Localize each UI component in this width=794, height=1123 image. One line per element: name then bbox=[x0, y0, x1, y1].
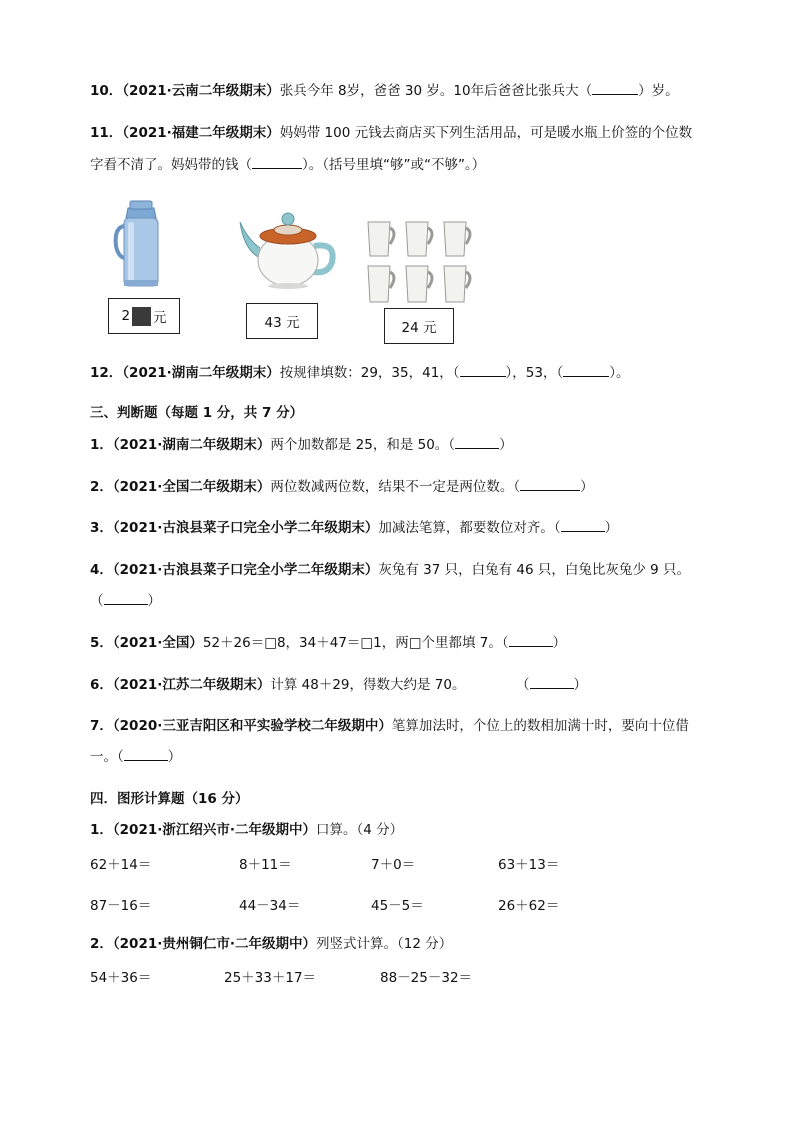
cups-price-tag bbox=[384, 308, 454, 344]
question-11-line1 bbox=[90, 124, 692, 142]
oral-calc-3: 7＋0＝ bbox=[371, 857, 416, 873]
q12-number: 12． bbox=[90, 365, 123, 381]
c2-number: 2． bbox=[90, 936, 113, 952]
oral-calc-7: 45－5＝ bbox=[371, 898, 424, 914]
teapot-price-tag bbox=[246, 303, 318, 339]
calc-1 bbox=[90, 821, 403, 839]
j3-blank[interactable] bbox=[561, 519, 605, 532]
q11-text-2b: ）。（括号里填“够”或“不够”。） bbox=[302, 157, 486, 173]
vertical-calc-2: 25＋33＋17＝ bbox=[224, 970, 317, 986]
j3-tail: ） bbox=[604, 520, 619, 536]
j6-tail: ） bbox=[573, 677, 587, 693]
j3-text: 加减法笔算，都要数位对齐。（ bbox=[378, 520, 561, 536]
oral-calc-8: 26＋62＝ bbox=[498, 898, 560, 914]
c1-number: 1． bbox=[90, 822, 113, 838]
j4-number: 4． bbox=[90, 562, 113, 578]
q10-source: （2021·云南二年级期末） bbox=[122, 83, 280, 99]
question-12 bbox=[90, 364, 629, 382]
j7-close: ） bbox=[167, 749, 182, 765]
c1-text: 口算。（4 分） bbox=[316, 822, 404, 838]
oral-calc-5: 87－16＝ bbox=[90, 898, 152, 914]
judge-6 bbox=[90, 676, 465, 694]
judge-3 bbox=[90, 519, 618, 537]
q12-blank-2[interactable] bbox=[563, 364, 609, 377]
vertical-calc-3: 88－25－32＝ bbox=[380, 970, 473, 986]
j6-source: （2021·江苏二年级期末） bbox=[112, 677, 271, 693]
j7-open: 一。（ bbox=[90, 749, 124, 765]
j3-number: 3． bbox=[90, 520, 113, 536]
q10-answer-blank[interactable] bbox=[592, 82, 638, 95]
j5-number: 5． bbox=[90, 635, 113, 651]
j2-text: 两位数减两位数，结果不一定是两位数。（ bbox=[270, 479, 521, 495]
q11-text-1: 妈妈带 100 元钱去商店买下列生活用品，可是暖水瓶上价签的个位数 bbox=[279, 125, 693, 141]
j2-tail: ） bbox=[580, 479, 594, 495]
calc-2 bbox=[90, 935, 452, 953]
q10-number: 10． bbox=[90, 83, 123, 99]
teapot-price: 43 元 bbox=[264, 315, 300, 331]
j1-number: 1． bbox=[90, 437, 113, 453]
thermos-price-tag bbox=[108, 298, 180, 334]
j6-number: 6． bbox=[90, 677, 113, 693]
cups-price: 24 元 bbox=[401, 320, 437, 336]
j7-source: （2020·三亚吉阳区和平实验学校二年级期中） bbox=[112, 718, 392, 734]
judge-5 bbox=[90, 634, 566, 652]
judge-1 bbox=[90, 436, 513, 454]
j5-blank[interactable] bbox=[509, 634, 553, 647]
j4-blank[interactable] bbox=[104, 592, 148, 605]
c2-source: （2021·贵州铜仁市·二年级期中） bbox=[112, 936, 316, 952]
q11-source: （2021·福建二年级期末） bbox=[122, 125, 280, 141]
question-10 bbox=[90, 82, 679, 100]
j1-blank[interactable] bbox=[455, 436, 499, 449]
judge-4-line1 bbox=[90, 561, 690, 579]
j2-number: 2． bbox=[90, 479, 113, 495]
q11-number: 11． bbox=[90, 125, 123, 141]
j6-blank[interactable] bbox=[530, 676, 574, 689]
j5-tail: ） bbox=[552, 635, 567, 651]
q11-answer-blank[interactable] bbox=[252, 156, 302, 169]
j3-source: （2021·古浪县菜子口完全小学二年级期末） bbox=[112, 520, 379, 536]
obscured-digit bbox=[132, 307, 151, 326]
j7-text: 笔算加法时，个位上的数相加满十时，要向十位借 bbox=[391, 718, 689, 734]
j5-text: 52＋26＝□8，34＋47＝□1，两□个里都填 7。（ bbox=[202, 635, 509, 651]
judge-7-line2 bbox=[90, 748, 181, 766]
thermos-image bbox=[112, 198, 170, 290]
j7-blank[interactable] bbox=[124, 748, 168, 761]
judge-6-answer bbox=[516, 676, 587, 694]
j2-source: （2021·全国二年级期末） bbox=[112, 479, 271, 495]
question-11-line2 bbox=[90, 156, 485, 174]
q10-text: 张兵今年 8岁，爸爸 30 岁。10年后爸爸比张兵大（ bbox=[279, 83, 593, 99]
q12-text: 按规律填数：29，35，41，（ bbox=[279, 365, 460, 381]
c2-text: 列竖式计算。（12 分） bbox=[316, 936, 453, 952]
oral-calc-1: 62＋14＝ bbox=[90, 857, 152, 873]
j1-tail: ） bbox=[499, 437, 513, 453]
oral-calc-4: 63＋13＝ bbox=[498, 857, 560, 873]
j7-number: 7． bbox=[90, 718, 113, 734]
q12-source: （2021·湖南二年级期末） bbox=[122, 365, 280, 381]
oral-calc-6: 44－34＝ bbox=[239, 898, 301, 914]
j1-source: （2021·湖南二年级期末） bbox=[112, 437, 271, 453]
j4-source: （2021·古浪县菜子口完全小学二年级期末） bbox=[112, 562, 379, 578]
thermos-price-prefix: 2 bbox=[121, 308, 131, 324]
j5-source: （2021·全国） bbox=[112, 635, 203, 651]
j1-text: 两个加数都是 25，和是 50。（ bbox=[270, 437, 456, 453]
q12-mid: ），53，（ bbox=[505, 365, 564, 381]
q12-tail: ）。 bbox=[609, 365, 630, 381]
section-4-title: 四．图形计算题（16 分） bbox=[90, 791, 249, 807]
section-3-title: 三、判断题（每题 1 分，共 7 分） bbox=[90, 405, 304, 421]
j6-open: （ bbox=[516, 677, 530, 693]
j4-text: 灰兔有 37 只，白兔有 46 只，白兔比灰兔少 9 只。 bbox=[378, 562, 691, 578]
q12-blank-1[interactable] bbox=[460, 364, 506, 377]
j6-text: 计算 48＋29，得数大约是 70。 bbox=[270, 677, 466, 693]
judge-2 bbox=[90, 478, 594, 496]
vertical-calc-1: 54＋36＝ bbox=[90, 970, 152, 986]
judge-4-line2 bbox=[90, 592, 161, 610]
c1-source: （2021·浙江绍兴市·二年级期中） bbox=[112, 822, 316, 838]
q10-tail: ）岁。 bbox=[638, 83, 679, 99]
oral-calc-2: 8＋11＝ bbox=[239, 857, 292, 873]
j4-open: （ bbox=[90, 593, 104, 609]
teapot-image bbox=[238, 206, 338, 290]
j2-blank[interactable] bbox=[520, 478, 580, 491]
q11-text-2a: 字看不清了。妈妈带的钱（ bbox=[90, 157, 252, 173]
j4-close: ） bbox=[147, 593, 161, 609]
judge-7-line1 bbox=[90, 717, 689, 735]
thermos-price-unit: 元 bbox=[153, 310, 167, 326]
cups-image bbox=[366, 218, 478, 308]
